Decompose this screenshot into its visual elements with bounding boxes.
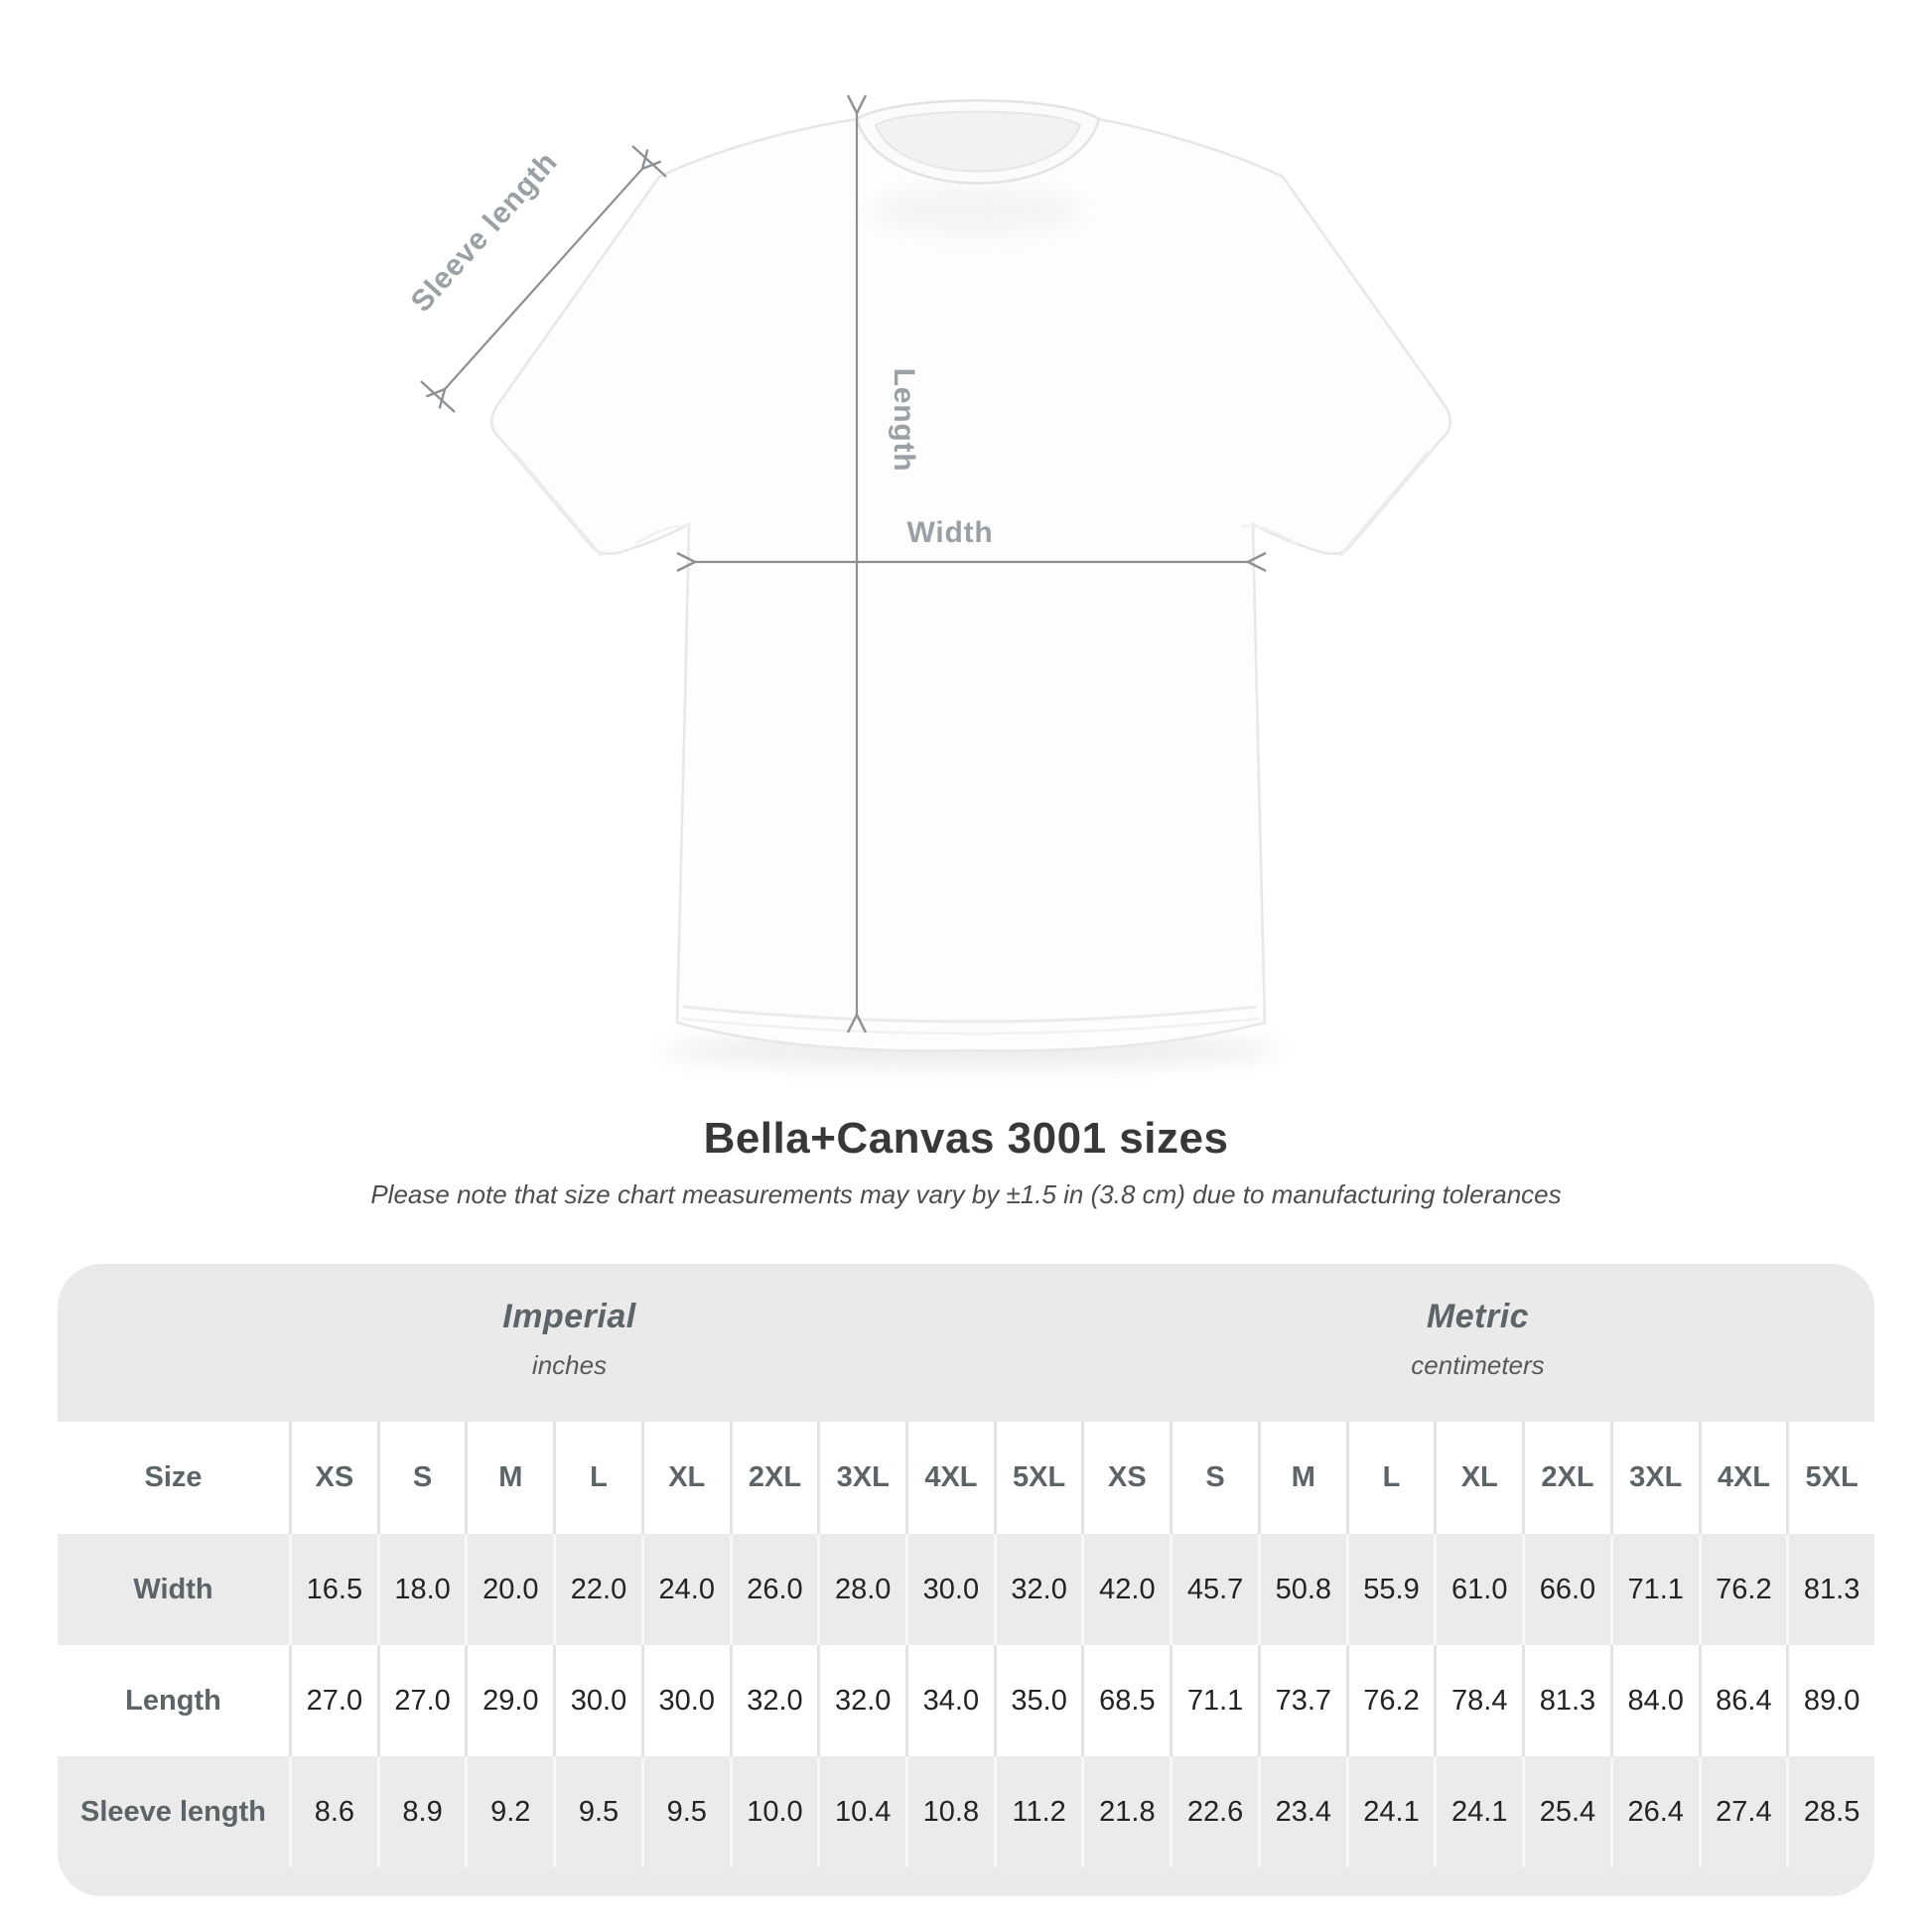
metric-unit-header (1081, 1264, 1874, 1422)
size-header-cell: S (377, 1422, 466, 1534)
imperial-unit-sub: inches (531, 1350, 608, 1380)
value-cell: 81.3 (1786, 1534, 1874, 1645)
value-cell: 23.4 (1258, 1756, 1346, 1867)
size-header-cell: 4XL (905, 1422, 994, 1534)
metric-unit-name: Metric (1426, 1298, 1530, 1335)
value-cell: 29.0 (465, 1645, 553, 1756)
size-column-header: Size (58, 1422, 289, 1534)
value-cell: 35.0 (994, 1645, 1082, 1756)
size-header-cell: M (465, 1422, 553, 1534)
value-cell: 73.7 (1258, 1645, 1346, 1756)
sleeve-length-label: Sleeve length (404, 145, 565, 319)
size-header-cell: 5XL (1786, 1422, 1874, 1534)
value-cell: 30.0 (553, 1645, 641, 1756)
value-cell: 50.8 (1258, 1534, 1346, 1645)
value-cell: 10.0 (730, 1756, 818, 1867)
value-cell: 26.4 (1610, 1756, 1699, 1867)
size-header-cell: 3XL (817, 1422, 905, 1534)
width-label: Width (906, 516, 994, 549)
value-cell: 66.0 (1522, 1534, 1610, 1645)
value-cell: 71.1 (1170, 1645, 1258, 1756)
value-cell: 21.8 (1081, 1756, 1170, 1867)
value-cell: 78.4 (1434, 1645, 1522, 1756)
value-cell: 10.8 (905, 1756, 994, 1867)
value-cell: 76.2 (1699, 1534, 1787, 1645)
value-cell: 27.0 (377, 1645, 466, 1756)
page-subtitle: Please note that size chart measurements may vary by ±1.5 in (3.8 cm) due to manufacturing tolerances (370, 1179, 1562, 1209)
value-cell: 8.9 (377, 1756, 466, 1867)
value-cell: 81.3 (1522, 1645, 1610, 1756)
value-cell: 84.0 (1610, 1645, 1699, 1756)
value-cell: 76.2 (1346, 1645, 1435, 1756)
size-header-cell: L (553, 1422, 641, 1534)
value-cell: 42.0 (1081, 1534, 1170, 1645)
value-cell: 34.0 (905, 1645, 994, 1756)
value-cell: 16.5 (289, 1534, 377, 1645)
value-cell: 9.5 (553, 1756, 641, 1867)
value-cell: 27.4 (1699, 1756, 1787, 1867)
value-cell: 9.5 (641, 1756, 730, 1867)
value-cell: 11.2 (994, 1756, 1082, 1867)
size-header-cell: XS (289, 1422, 377, 1534)
value-cell: 71.1 (1610, 1534, 1699, 1645)
sleeve-length-end-tick (421, 381, 455, 412)
value-cell: 9.2 (465, 1756, 553, 1867)
value-cell: 32.0 (817, 1645, 905, 1756)
size-table-card (58, 1264, 1874, 1896)
value-cell: 61.0 (1434, 1534, 1522, 1645)
value-cell: 20.0 (465, 1534, 553, 1645)
imperial-unit-header (58, 1264, 1081, 1422)
value-cell: 28.5 (1786, 1756, 1874, 1867)
size-header-cell: XL (641, 1422, 730, 1534)
value-cell: 22.0 (553, 1534, 641, 1645)
length-label: Length (888, 367, 920, 473)
size-header-cell: 3XL (1610, 1422, 1699, 1534)
imperial-unit-name: Imperial (502, 1298, 636, 1335)
value-cell: 10.4 (817, 1756, 905, 1867)
tshirt-body (491, 101, 1450, 1050)
value-cell: 30.0 (905, 1534, 994, 1645)
size-header-cell: 2XL (730, 1422, 818, 1534)
size-header-cell: L (1346, 1422, 1435, 1534)
size-header-cell: M (1258, 1422, 1346, 1534)
value-cell: 32.0 (994, 1534, 1082, 1645)
value-cell: 24.1 (1346, 1756, 1435, 1867)
value-cell: 30.0 (641, 1645, 730, 1756)
value-cell: 26.0 (730, 1534, 818, 1645)
size-header-cell: 2XL (1522, 1422, 1610, 1534)
row-label: Sleeve length (58, 1756, 289, 1867)
row-label: Width (58, 1534, 289, 1645)
size-grid (58, 1422, 1874, 1867)
value-cell: 86.4 (1699, 1645, 1787, 1756)
size-header-cell: XL (1434, 1422, 1522, 1534)
value-cell: 24.0 (641, 1534, 730, 1645)
value-cell: 55.9 (1346, 1534, 1435, 1645)
value-cell: 24.1 (1434, 1756, 1522, 1867)
size-header-cell: XS (1081, 1422, 1170, 1534)
value-cell: 25.4 (1522, 1756, 1610, 1867)
value-cell: 22.6 (1170, 1756, 1258, 1867)
value-cell: 45.7 (1170, 1534, 1258, 1645)
value-cell: 28.0 (817, 1534, 905, 1645)
row-label: Length (58, 1645, 289, 1756)
page-title: Bella+Canvas 3001 sizes (703, 1114, 1229, 1163)
unit-header-row (58, 1264, 1874, 1422)
value-cell: 32.0 (730, 1645, 818, 1756)
metric-unit-sub: centimeters (1411, 1350, 1545, 1380)
value-cell: 68.5 (1081, 1645, 1170, 1756)
value-cell: 89.0 (1786, 1645, 1874, 1756)
value-cell: 18.0 (377, 1534, 466, 1645)
size-header-cell: S (1170, 1422, 1258, 1534)
value-cell: 8.6 (289, 1756, 377, 1867)
size-header-cell: 4XL (1699, 1422, 1787, 1534)
sleeve-length-start-tick (632, 146, 666, 177)
size-header-cell: 5XL (994, 1422, 1082, 1534)
value-cell: 27.0 (289, 1645, 377, 1756)
collar-shadow (874, 187, 1082, 234)
